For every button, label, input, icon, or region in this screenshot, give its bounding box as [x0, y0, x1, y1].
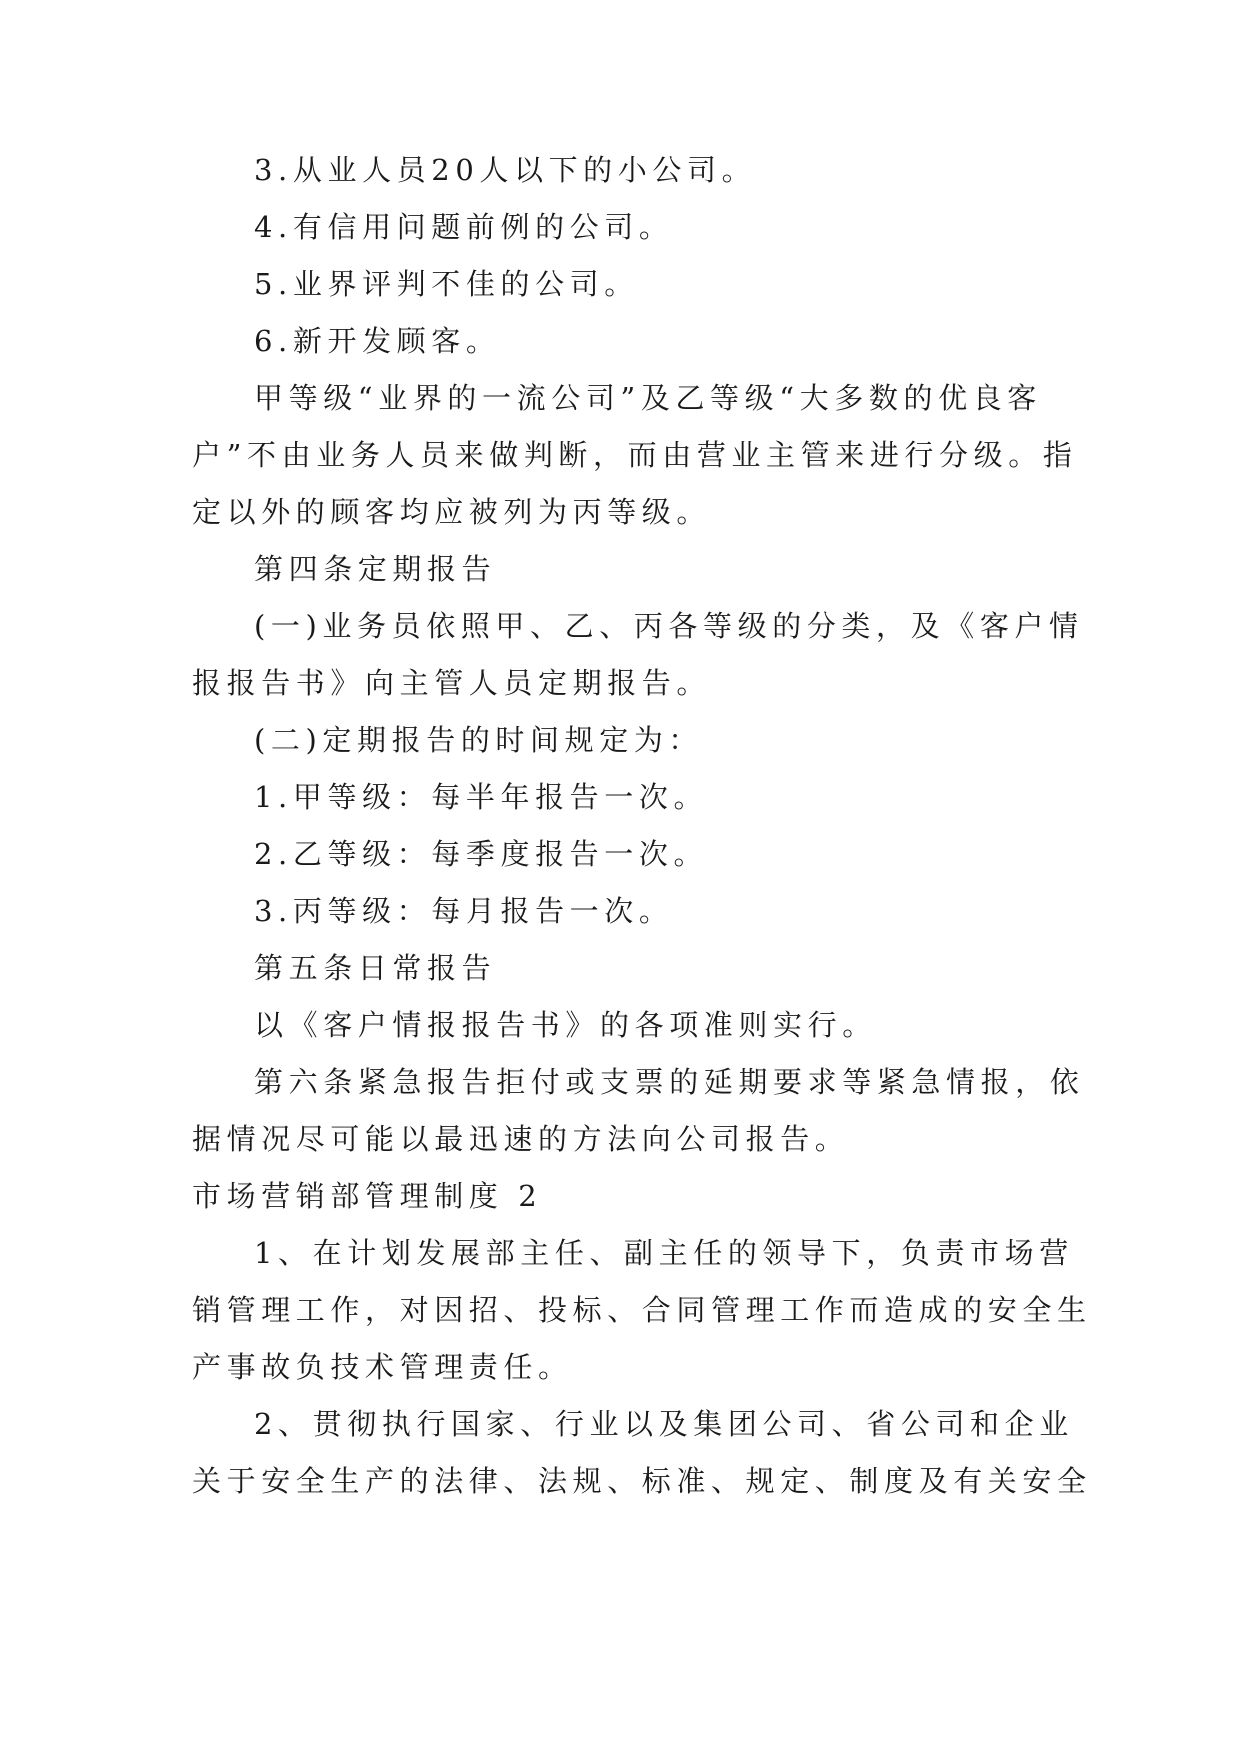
paragraph-line: (二)定期报告的时间规定为： — [254, 723, 704, 757]
document-title: 市场营销部管理制度 2 — [192, 1179, 543, 1213]
list-item: 6.新开发顾客。 — [254, 324, 501, 358]
section-heading: 第四条定期报告 — [254, 552, 497, 586]
paragraph-line: 1、在计划发展部主任、副主任的领导下，负责市场营 — [254, 1236, 1074, 1270]
list-item: 3.从业人员20人以下的小公司。 — [254, 153, 757, 187]
paragraph-line: (一)业务员依照甲、乙、丙各等级的分类，及《客户情 — [254, 609, 1084, 643]
list-item: 5.业界评判不佳的公司。 — [254, 267, 639, 301]
paragraph-line: 以《客户情报报告书》的各项准则实行。 — [254, 1008, 877, 1042]
list-item: 1.甲等级：每半年报告一次。 — [254, 780, 709, 814]
section-heading: 第五条日常报告 — [254, 951, 497, 985]
paragraph-line: 销管理工作，对因招、投标、合同管理工作而造成的安全生 — [192, 1293, 1092, 1327]
paragraph-line: 关于安全生产的法律、法规、标准、规定、制度及有关安全 — [192, 1464, 1092, 1498]
paragraph-line: 2、贯彻执行国家、行业以及集团公司、省公司和企业 — [254, 1407, 1074, 1441]
list-item: 3.丙等级：每月报告一次。 — [254, 894, 674, 928]
list-item: 2.乙等级：每季度报告一次。 — [254, 837, 709, 871]
paragraph-line: 据情况尽可能以最迅速的方法向公司报告。 — [192, 1122, 850, 1156]
paragraph-line: 户”不由业务人员来做判断，而由营业主管来进行分级。指 — [192, 438, 1078, 472]
list-item: 4.有信用问题前例的公司。 — [254, 210, 674, 244]
paragraph-line: 第六条紧急报告拒付或支票的延期要求等紧急情报，依 — [254, 1065, 1085, 1099]
paragraph-line: 报报告书》向主管人员定期报告。 — [192, 666, 712, 700]
paragraph-line: 产事故负技术管理责任。 — [192, 1350, 573, 1384]
paragraph-line: 定以外的顾客均应被列为丙等级。 — [192, 495, 712, 529]
paragraph-line: 甲等级“业界的一流公司”及乙等级“大多数的优良客 — [254, 381, 1042, 415]
